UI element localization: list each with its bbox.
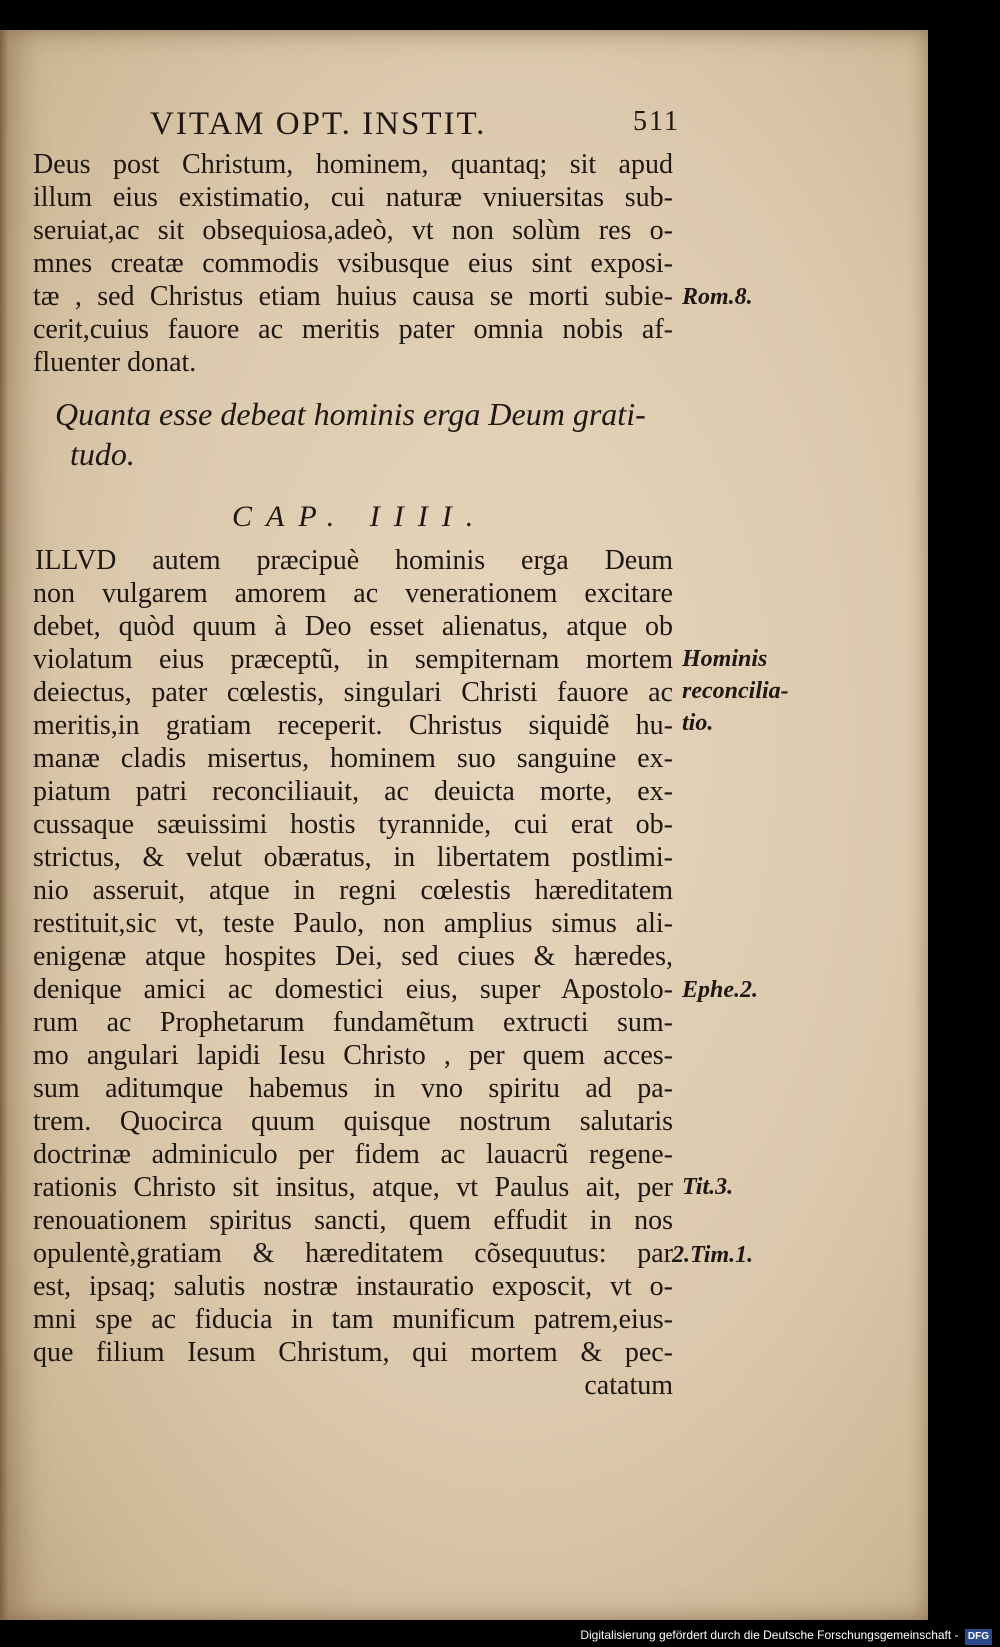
funding-banner-text: Digitalisierung gefördert durch die Deutsche Forschungsgemeinschaft - — [580, 1628, 959, 1642]
text-line: Deus post Christum, hominem, quantaq; sit apud — [33, 149, 673, 180]
text-line: debet, quòd quum à Deo esset alienatus, atque ob — [33, 611, 673, 642]
text-line: piatum patri reconciliauit, ac deuicta morte, ex- — [33, 776, 673, 807]
text-line: violatum eius præceptũ, in sempiternam mortem — [33, 644, 673, 675]
text-line: enigenæ atque hospites Dei, sed ciues & hæredes, — [33, 941, 673, 972]
funding-banner — [580, 1627, 992, 1643]
text-line: denique amici ac domestici eius, super Apostolo- — [33, 974, 673, 1005]
text-line: rum ac Prophetarum fundamẽtum extructi sum- — [33, 1007, 673, 1038]
margin-note-tim: 2.Tim.1. — [672, 1242, 754, 1268]
margin-note-tio: tio. — [682, 710, 714, 736]
text-line: cerit,cuius fauore ac meritis pater omnia nobis af- — [33, 314, 673, 345]
running-title: VITAM OPT. INSTIT. — [150, 106, 487, 142]
margin-note-tit: Tit.3. — [682, 1174, 734, 1200]
section-heading-line-2: tudo. — [70, 436, 135, 472]
text-line: restituit,sic vt, teste Paulo, non amplius simus ali- — [33, 908, 673, 939]
running-header — [150, 106, 680, 148]
section-heading-line-1: Quanta esse debeat hominis erga Deum grati- — [55, 396, 646, 432]
margin-note-hominis: Hominis — [682, 646, 768, 672]
text-line: opulentè,gratiam & hæreditatem cõsequutus: par — [33, 1238, 673, 1269]
dfg-logo-icon: DFG — [965, 1629, 992, 1645]
text-line: fluenter donat. — [33, 347, 197, 378]
text-line: renouationem spiritus sancti, quem effudit in nos — [33, 1205, 673, 1236]
text-line: mni spe ac fiducia in tam munificum patrem,eius- — [33, 1304, 673, 1335]
text-line: est, ipsaq; salutis nostræ instauratio exposcit, vt o- — [33, 1271, 673, 1302]
margin-note-reconcilia: reconcilia- — [682, 678, 789, 704]
page-number: 511 — [633, 106, 680, 137]
text-line: mo angulari lapidi Iesu Christo , per quem acces- — [33, 1040, 673, 1071]
text-line: seruiat,ac sit obsequiosa,adeò, vt non solùm res o- — [33, 215, 673, 246]
text-line: deiectus, pater cœlestis, singulari Christi fauore ac — [33, 677, 673, 708]
text-line: rationis Christo sit insitus, atque, vt Paulus ait, per — [33, 1172, 673, 1203]
text-line: illum eius existimatio, cui naturæ vniuersitas sub- — [33, 182, 673, 213]
text-line: meritis,in gratiam receperit. Christus siquidẽ hu- — [33, 710, 673, 741]
text-line: non vulgarem amorem ac venerationem excitare — [33, 578, 673, 609]
chapter-number: CAP. IIII. — [232, 500, 488, 533]
text-line: manæ cladis misertus, hominem suo sanguine ex- — [33, 743, 673, 774]
text-line: mnes creatæ commodis vsibusque eius sint exposi- — [33, 248, 673, 279]
page-gutter-shadow — [0, 30, 8, 1620]
text-line: trem. Quocirca quum quisque nostrum salutaris — [33, 1106, 673, 1137]
text-line: sum aditumque habemus in vno spiritu ad pa- — [33, 1073, 673, 1104]
margin-note-rom: Rom.8. — [682, 284, 753, 310]
text-line: nio asseruit, atque in regni cœlestis hæreditatem — [33, 875, 673, 906]
text-line: doctrinæ adminiculo per fidem ac lauacrũ regene- — [33, 1139, 673, 1170]
text-line: tæ , sed Christus etiam huius causa se morti subie- — [33, 281, 673, 312]
text-line: ILLVD autem præcipuè hominis erga Deum — [35, 545, 673, 576]
text-line: strictus, & velut obæratus, in libertatem postlimi- — [33, 842, 673, 873]
text-line: cussaque sæuissimi hostis tyrannide, cui erat ob- — [33, 809, 673, 840]
margin-note-ephe: Ephe.2. — [682, 977, 759, 1003]
text-line: que filium Iesum Christum, qui mortem & pec- — [33, 1337, 673, 1368]
book-page — [0, 30, 928, 1620]
catchword: catatum — [584, 1370, 673, 1401]
